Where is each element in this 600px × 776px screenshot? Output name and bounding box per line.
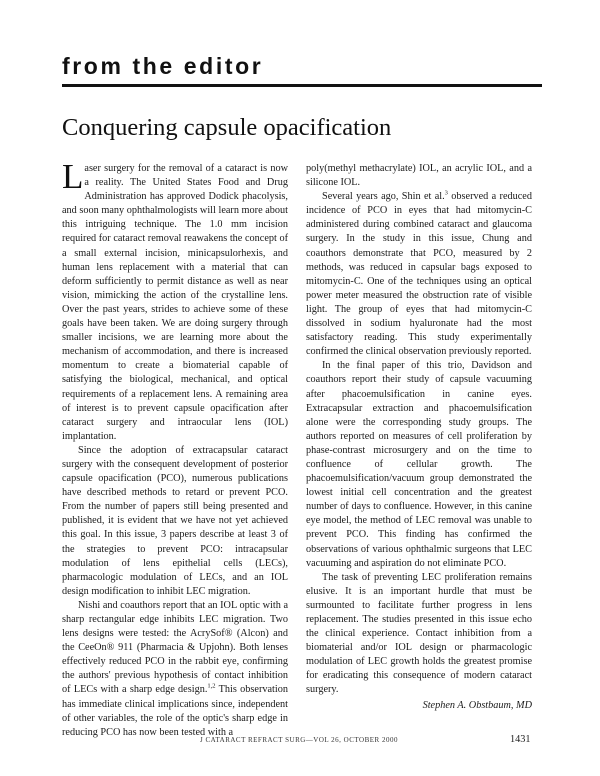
paragraph-shin <box>306 190 532 359</box>
paragraph-text: Nishi and coauthors report that an IOL optic with a sharp rectangular edge inhibits LEC migration. Two lens designs were tested: the AcrySof® (Alcon) and the CeeOn® 911 (Pharmacia & Upjohn). Both lenses effectively reduced PCO in the rabbit eye, confirming the authors' previous hypothesis of contact inhibition of LECs with a sharp edge design. <box>62 599 288 696</box>
right-column <box>306 162 532 698</box>
paragraph-davidson: In the final paper of this trio, Davidson and coauthors report their study of capsule vacuuming after phacoemulsification in canine eyes. Extracapsular extraction and phacoemulsification alone were the corresponding study groups. The authors reported on measures of cell proliferation by phase-contrast microsurgery and on the time to confluence of cellular growth. The phacoemulsification/vacuum group demonstrated the lowest initial cell concentration and the greatest number of days to confluence. However, in this canine eye model, the method of LEC removal was unable to prevent PCO. This finding has confirmed the observations of various ophthalmic surgeons that LEC vacuuming and aspiration do not eliminate PCO. <box>306 360 532 569</box>
paragraph-text: This observation has immediate clinical implications since, independent of other variables, the role of the optic's sharp edge in reducing PCO has now been tested with a <box>62 684 288 738</box>
page-number: 1431 <box>510 734 531 745</box>
paragraph-text: aser surgery for the removal of a cataract is now a reality. The United States Food and Drug Administration has approved Dodick phacolysis, and soon many ophthalmologists will learn more about this intriguing technique. The 1.0 mm incision required for cataract removal reawakens the concept of a small external incision, minicapsulorhexis, and human lens replacement with a material that can deform sufficiently to permit distance as well as near vision, mimicking the action of the crystalline lens. Over the past years, strides to achieve some of these goals have been taken. We are doing surgery through smaller incisions, we are learning more about the mechanism of accommodation, and there is increased momentum to create a biomaterial capable of satisfying the biological, mechanical, and optical requirements of a replacement lens. A remaining area of interest is to prevent capsule opacification after cataract surgery and intraocular lens (IOL) implantation. <box>62 163 288 442</box>
article-title: Conquering capsule opacification <box>62 114 392 141</box>
paragraph-nishi <box>62 599 288 740</box>
author-signature: Stephen A. Obstbaum, MD <box>422 700 532 711</box>
footer-journal-citation: J CATARACT REFRACT SURG—VOL 26, OCTOBER 2000 <box>200 736 398 744</box>
left-column <box>62 157 288 740</box>
paragraph-background: Since the adoption of extracapsular cataract surgery with the consequent development of posterior capsule opacification (PCO), numerous publications have described methods to retard or prevent PCO. From the number of papers still being presented and published, it is evident that we have not yet achieved this goal. In this issue, 3 papers describe at least 3 of the strategies to prevent PCO: intracapsular modulation of lens epithelial cells (LECs), pharmacologic modulation of LECs, and an IOL design modification to inhibit LEC migration. <box>62 444 288 597</box>
reference-superscript: 1,2 <box>207 683 216 691</box>
paragraph-continuation: poly(methyl methacrylate) IOL, an acrylic IOL, and a silicone IOL. <box>306 163 532 189</box>
section-label: from the editor <box>62 53 264 79</box>
paragraph-intro <box>62 157 288 444</box>
paragraph-text: Several years ago, Shin et al. <box>322 191 445 203</box>
paragraph-text: observed a reduced incidence of PCO in eyes that had mitomycin-C administered during combined cataract and glaucoma surgery. In the study in this issue, Chung and coauthors demonstrate that PCO, measured by 2 methods, was reduced in capsular bags exposed to mitomycin-C. One of the techniques using an optical power meter measured the obstruction rate of visible light. The group of eyes that had mitomycin-C dissolved in sodium hyaluronate had the most satisfactory reading. This study experimentally confirmed the clinical observation previously reported. <box>306 191 532 358</box>
paragraph-conclusion: The task of preventing LEC proliferation remains elusive. It is an important hurdle that must be surmounted to facilitate further progress in lens replacement. The studies presented in this issue echo the clinical experience. Contact inhibition from a biomaterial and/or IOL design or pharmacologic modulation of LEC growth holds the greatest promise for eradicating this consequence of modern cataract surgery. <box>306 571 532 696</box>
reference-superscript: 3 <box>444 189 448 197</box>
drop-cap: L <box>62 157 84 196</box>
header-rule <box>62 84 542 87</box>
